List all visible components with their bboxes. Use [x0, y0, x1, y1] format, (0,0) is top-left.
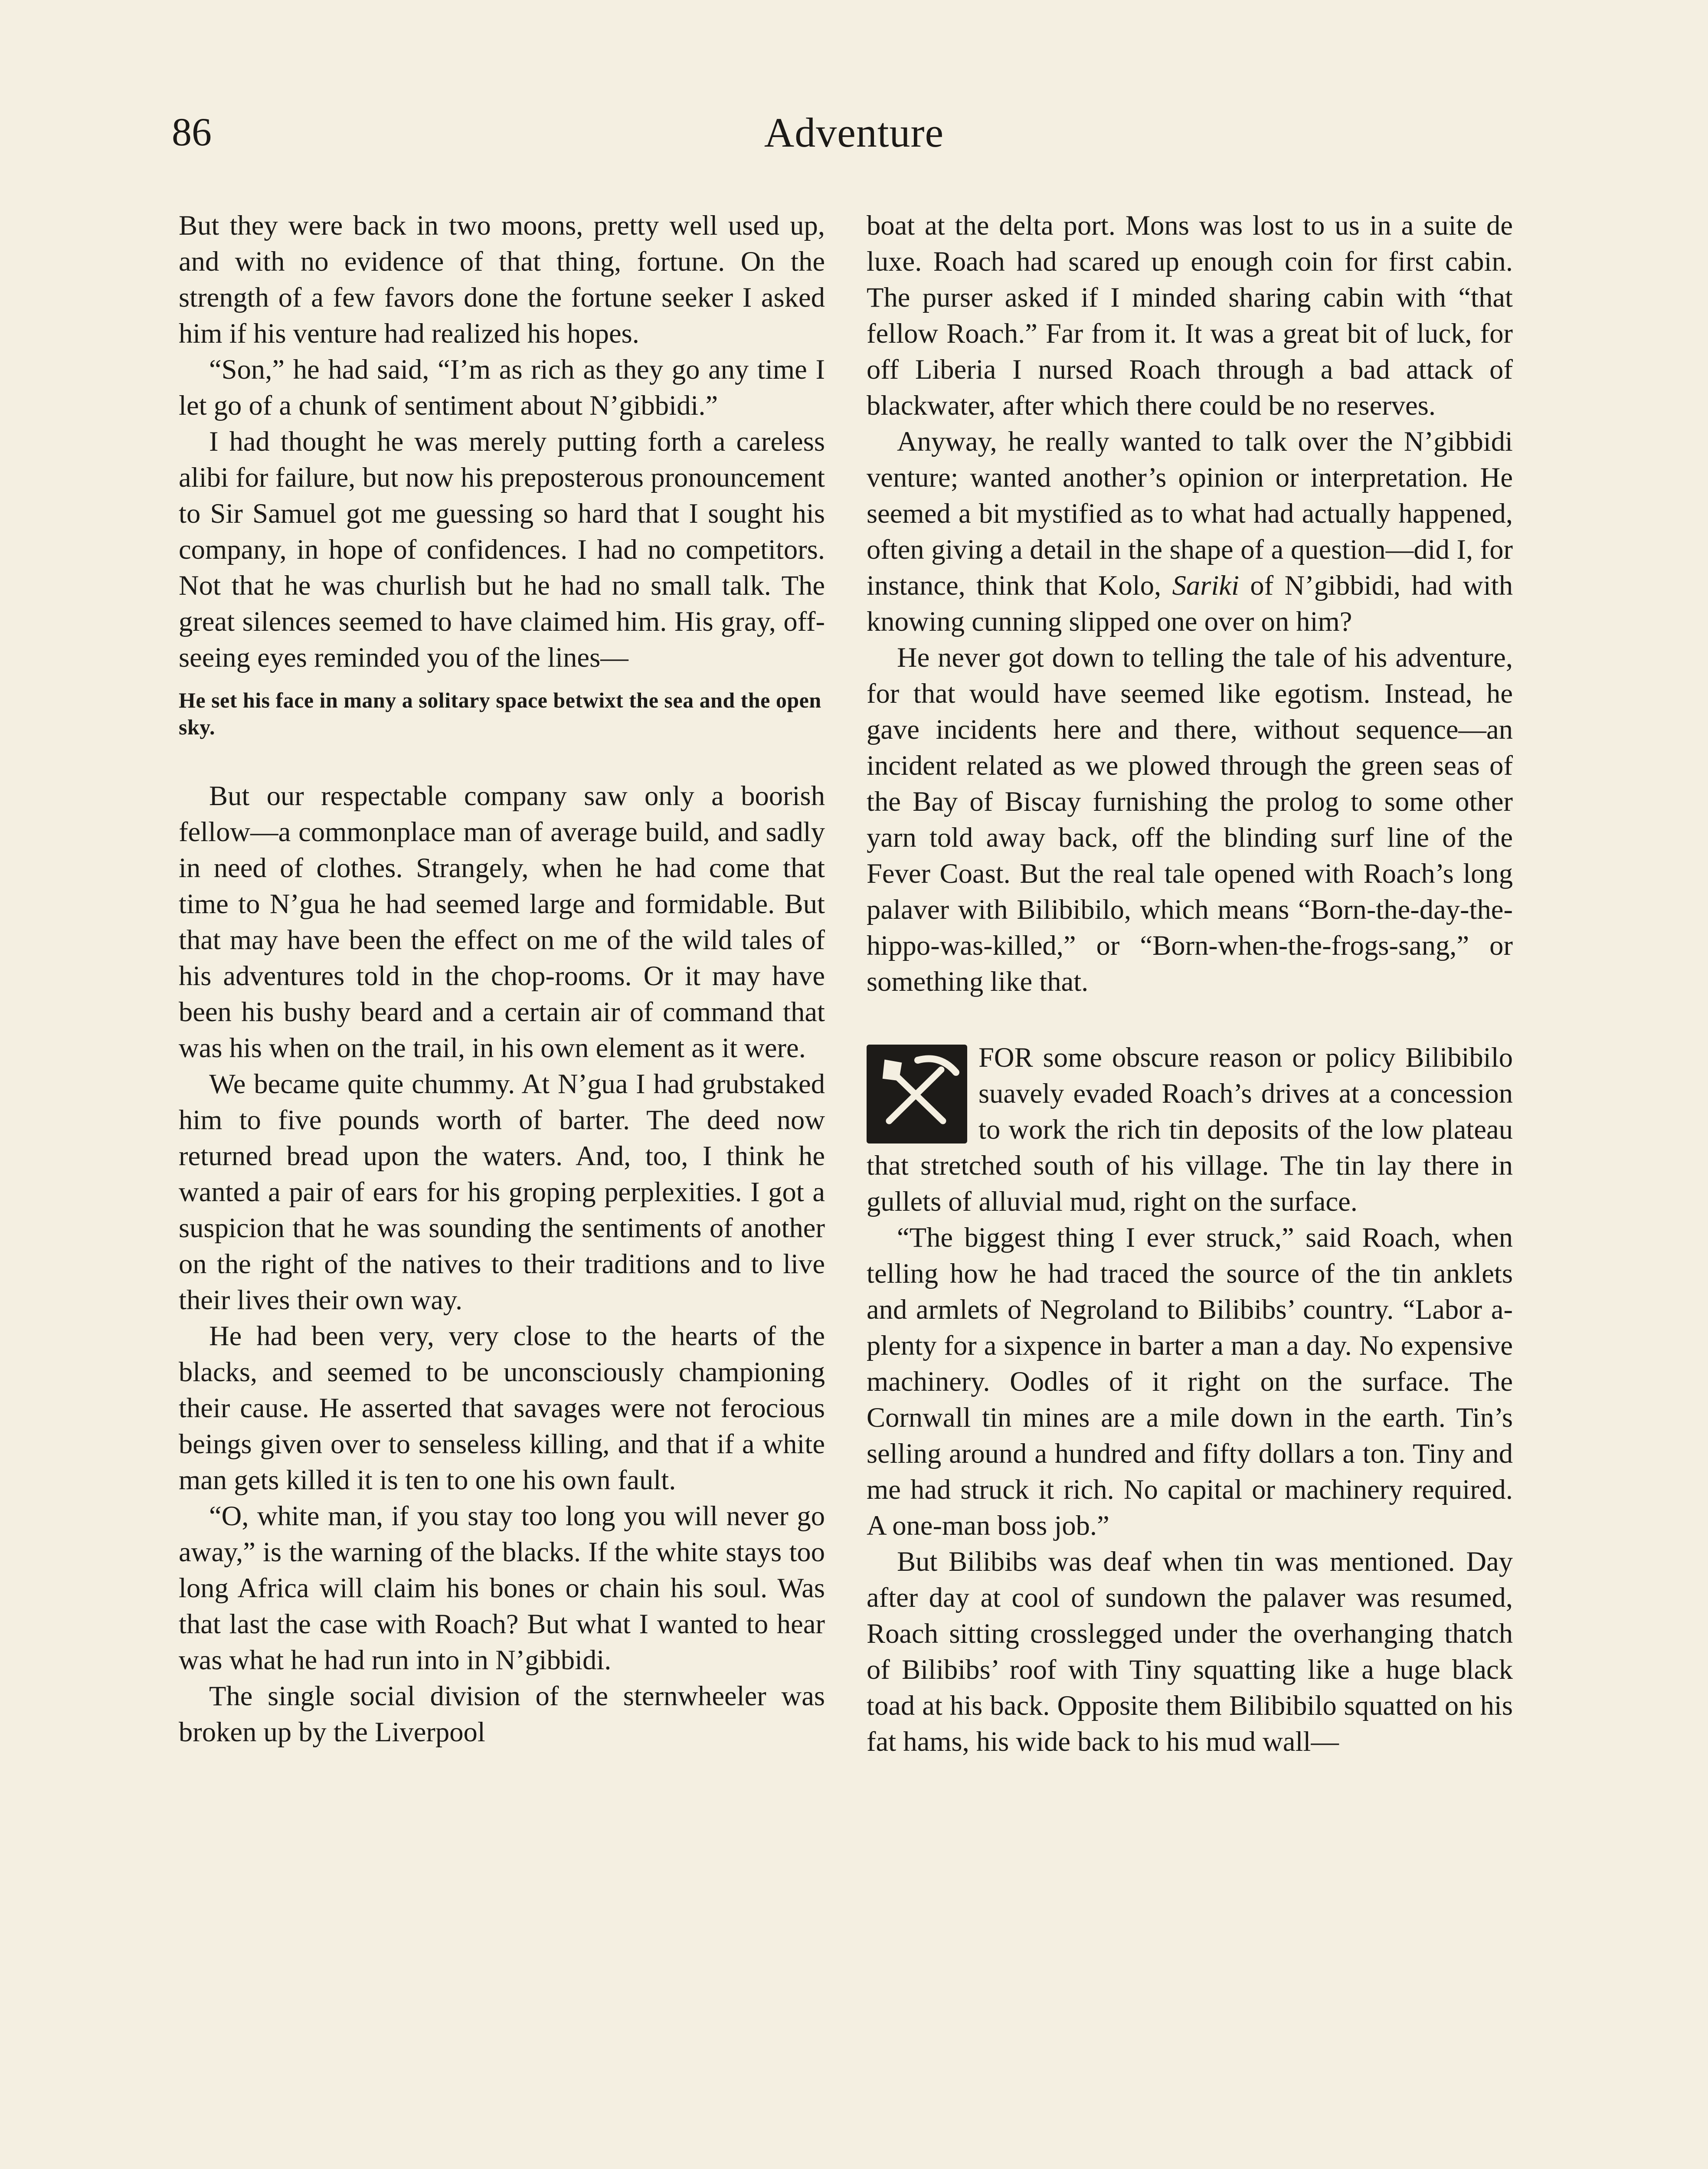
paragraph-text: of N’gibbidi, had with knowing cunning slipped one over on him?: [867, 570, 1513, 637]
paragraph: [867, 423, 1513, 639]
section-break: [867, 999, 1513, 1039]
crossed-pickaxe-shovel-icon: [867, 1045, 967, 1143]
italic-term: Sariki: [1172, 570, 1239, 601]
paragraph: He had been very, very close to the hearts of the blacks, and seemed to be unconsciously championing their cause. He asserted that savages were not ferocious beings given over to senseless killing, and that if a white man gets killed it is ten to one his own fault.: [179, 1320, 825, 1495]
paragraph: He never got down to telling the tale of his adventure, for that would have seemed like egotism. Instead, he gave incidents here and there, without sequence—an incident related as we plowed through the green seas of the Bay of Biscay furnishing the prolog to some other yarn told away back, off the blinding surf line of the Fever Coast. But the real tale opened with Roach’s long palaver with Bilibibilo, which means “Born-the-day-the-hippo-was-killed,” or “Born-when-the-frogs-sang,” or something like that.: [867, 642, 1513, 997]
paragraph: But they were back in two moons, pretty well used up, and with no evidence of that thing, fortune. On the strength of a few favors done the fortune seeker I asked him if his venture had realized his hopes.: [179, 210, 825, 349]
section: [867, 1039, 1513, 1219]
paragraph: The single social division of the sternwheeler was broken up by the Liverpool: [179, 1680, 825, 1747]
running-head-title: Adventure: [764, 109, 944, 156]
paragraph: FOR some obscure reason or policy Bilibibilo suavely evaded Roach’s drives at a concession to work the rich tin deposits of the low plateau that stretched south of his village. The tin lay there in gullets of alluvial mud, right on the surface.: [867, 1042, 1513, 1217]
paragraph: I had thought he was merely putting forth a careless alibi for failure, but now his preposterous pronouncement to Sir Samuel got me guessing so hard that I sought his company, in hope of confidences. I had no competitors. Not that he was churlish but he had no small talk. The great silences seemed to have claimed him. His gray, off-seeing eyes reminded you of the lines—: [179, 426, 825, 673]
right-column: [867, 207, 1513, 1759]
paragraph: boat at the delta port. Mons was lost to us in a suite de luxe. Roach had scared up enough coin for first cabin. The purser asked if I minded sharing cabin with “that fellow Roach.” Far from it. It was a great bit of luck, for off Liberia I nursed Roach through a bad attack of blackwater, after which there could be no reserves.: [867, 210, 1513, 421]
verse-quotation: He set his face in many a solitary space betwixt the sea and the open sky.: [179, 688, 821, 739]
page-number: 86: [172, 110, 212, 154]
paragraph: “Son,” he had said, “I’m as rich as they go any time I let go of a chunk of sentiment about N’gibbidi.”: [179, 354, 825, 421]
paragraph: But Bilibibs was deaf when tin was mentioned. Day after day at cool of sundown the palaver was resumed, Roach sitting crosslegged under the overhanging thatch of Bilibibs’ roof with Tiny squatting like a huge black toad at his back. Opposite them Bilibibilo squatted on his fat hams, his wide back to his mud wall—: [867, 1546, 1513, 1757]
paragraph: “The biggest thing I ever struck,” said Roach, when telling how he had traced the source of the tin anklets and armlets of Negroland to Bilibibs’ country. “Labor a-plenty for a sixpence in barter a man a day. No expensive machinery. Oodles of it right on the surface. The Cornwall tin mines are a mile down in the earth. Tin’s selling around a hundred and fifty dollars a ton. Tiny and me had struck it rich. No capital or machinery required. A one-man boss job.”: [867, 1222, 1513, 1541]
left-column: [179, 207, 825, 1750]
paragraph: We became quite chummy. At N’gua I had grubstaked him to five pounds worth of barter. The deed now returned bread upon the waters. And, too, I think he wanted a pair of ears for his groping perplexities. I got a suspicion that he was sounding the sentiments of another on the right of the natives to their traditions and to live their lives their own way.: [179, 1068, 825, 1315]
paragraph-text: Anyway, he really wanted to talk over the N’gibbidi venture; wanted another’s opinion or interpretation. He seemed a bit mystified as to what had actually happened, often giving a detail in the shape of a question—did I, for instance, think that Kolo,: [867, 426, 1513, 601]
paragraph: But our respectable company saw only a boorish fellow—a commonplace man of average build, and sadly in need of clothes. Strangely, when he had come that time to N’gua he had seemed large and formidable. But that may have been the effect on me of the wild tales of his adventures told in the chop-rooms. Or it may have been his bushy beard and a certain air of command that was his when on the trail, in his own element as it were.: [179, 780, 825, 1063]
paragraph: “O, white man, if you stay too long you will never go away,” is the warning of the blacks. If the white stays too long Africa will claim his bones or chain his soul. Was that last the case with Roach? But what I wanted to hear was what he had run into in N’gibbidi.: [179, 1500, 825, 1675]
